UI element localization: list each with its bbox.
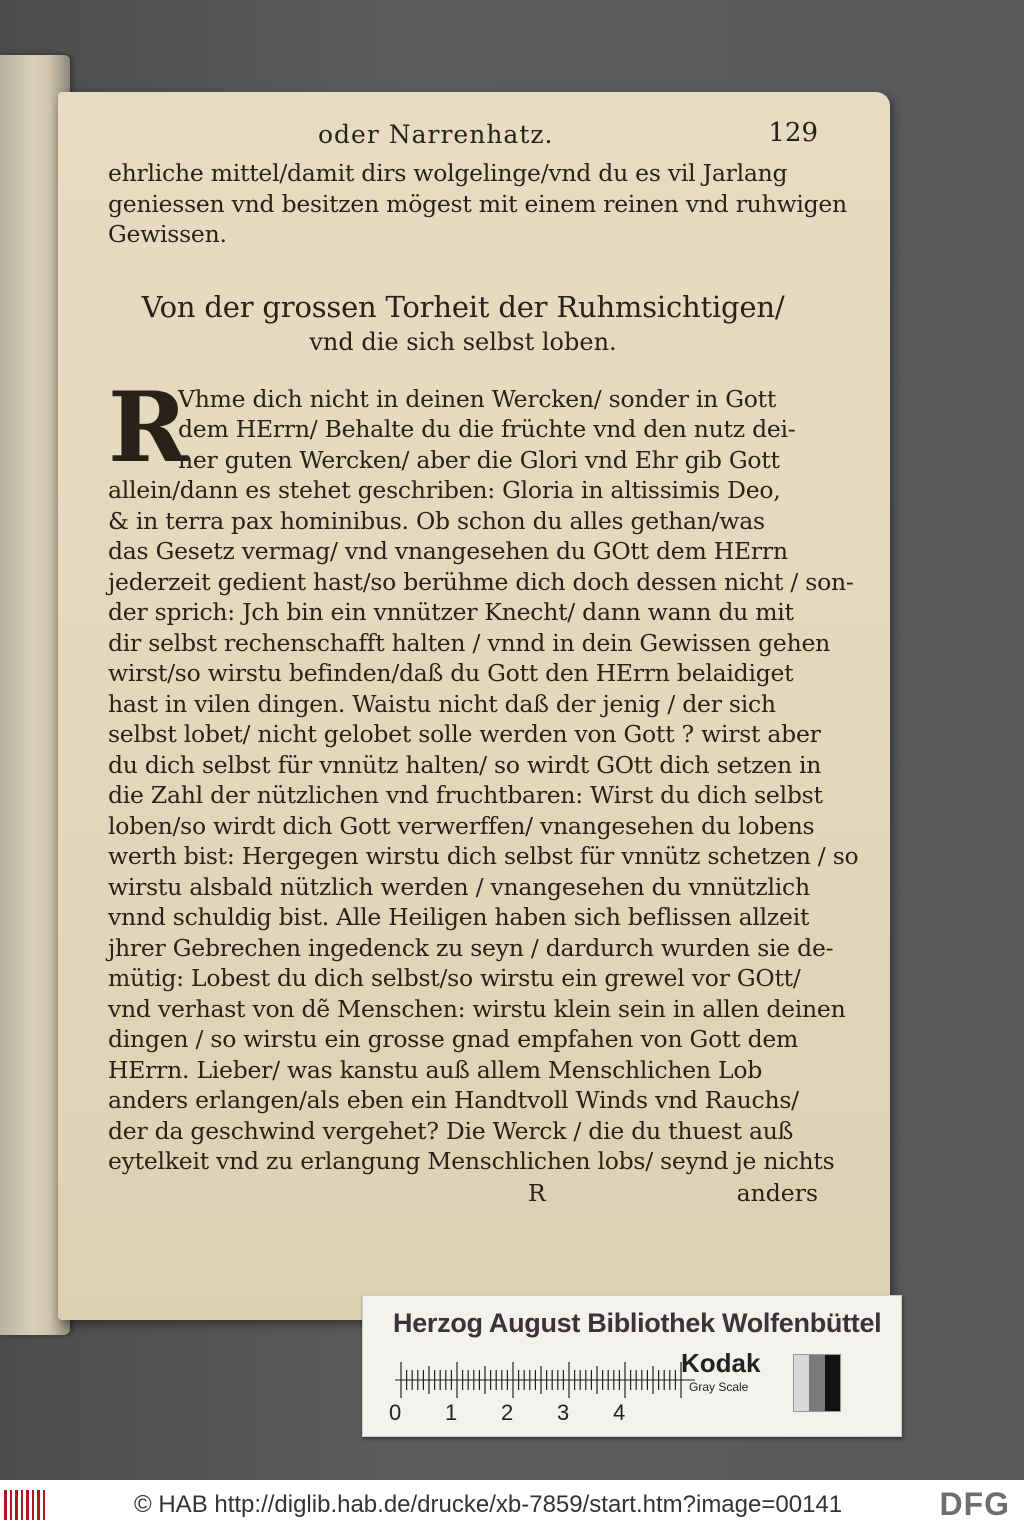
text-line: & in terra pax hominibus. Ob schon du alles gethan/was [108,506,765,535]
ruler-number: 4 [613,1400,626,1425]
book-page [58,92,890,1320]
text-line: die Zahl der nützlichen vnd fruchtbaren: Wirst du dich selbst [108,781,823,809]
text-line: der sprich: Jch bin ein vnnützer Knecht/ dann wann du mit [108,598,794,626]
page-text-area [108,114,859,1209]
footer [0,1480,1024,1528]
signature-mark: R [528,1178,546,1207]
text-line: allein/dann es stehet geschriben: Gloria in altissimis Deo, [108,476,781,504]
text-line: der da geschwind vergehet? Die Werck / die du thuest auß [108,1116,794,1145]
library-name: Herzog August Bibliothek Wolfenbüttel [393,1308,882,1338]
text-line: dir selbst rechenschafft halten / vnnd in dein Gewissen gehen [108,628,830,657]
text-line: hast in vilen dingen. Waistu nicht daß der jenig / der sich [108,689,776,718]
top-paragraph [108,158,847,250]
drop-cap: R [108,370,188,484]
heading-line-1: Von der grossen Torheit der Ruhmsichtigen/ [141,289,785,324]
text-line: selbst lobet/ nicht gelobet solle werden von Gott ? wirst aber [108,720,821,748]
text-line: ehrliche mittel/damit dirs wolgelinge/vnd du es vil Jarlang [108,159,788,187]
text-line: du dich selbst für vnnütz halten/ so wirdt GOtt dich setzen in [108,750,822,779]
ruler-number: 3 [557,1400,570,1425]
ruler-number: 1 [445,1400,458,1425]
text-line: wirst/so wirstu befinden/daß du Gott den HErrn belaidiget [108,659,794,687]
copyright-link[interactable]: © HAB http://diglib.hab.de/drucke/xb-7859/start.htm?image=00141 [134,1491,843,1518]
gray-swatch [825,1355,840,1411]
body-lines [108,475,859,1177]
text-line: anders erlangen/als eben ein Handtvoll Winds vnd Rauchs/ [108,1086,799,1114]
kodak-logo: Kodak [681,1348,761,1378]
text-line: wirstu alsbald nützlich werden / vnangesehen du vnnützlich [108,872,810,901]
barcode-icon [4,1490,48,1520]
text-line: das Gesetz vermag/ vnd vnangesehen du GOtt dem HErrn [108,537,788,565]
text-line: geniessen vnd besitzen mögest mit einem reinen vnd ruhwigen [108,189,847,218]
gray-swatches [793,1354,841,1412]
text-line: vnnd schuldig bist. Alle Heiligen haben sich beflissen allzeit [108,903,810,931]
heading-line-2: vnd die sich selbst loben. [309,327,617,356]
dfg-logo: DFG [939,1486,1010,1522]
section-heading [108,288,818,358]
catchword: anders [736,1178,818,1207]
page-number: 129 [768,118,818,148]
text-line: eytelkeit vnd zu erlangung Menschlichen lobs/ seynd je nichts [108,1147,835,1175]
running-head [108,114,818,158]
ruler-numbers [389,1400,719,1426]
text-line: dem HErrn/ Behalte du die früchte vnd den nutz dei- [178,415,796,443]
text-line: jhrer Gebrechen ingedenck zu seyn / dardurch wurden sie de- [108,933,834,962]
catchword-line [108,1177,818,1209]
gray-scale-label: Gray Scale [689,1380,749,1394]
text-line: ner guten Wercken/ aber die Glori vnd Ehr gib Gott [178,445,780,474]
text-line: Vhme dich nicht in deinen Wercken/ sonder in Gott [178,384,777,413]
gray-swatch [794,1355,809,1411]
running-head-title: oder Narrenhatz. [318,120,554,149]
body-paragraph [108,370,859,1209]
text-line: jederzeit gedient hast/so berühme dich doch dessen nicht / son- [108,567,854,596]
text-line: mütig: Lobest du dich selbst/so wirstu ein grewel vor GOtt/ [108,964,801,992]
text-line: vnd verhast von dẽ Menschen: wirstu klein sein in allen deinen [108,994,846,1023]
text-line: Gewissen. [108,220,227,248]
ruler-number: 2 [501,1400,514,1425]
text-line: werth bist: Hergegen wirstu dich selbst für vnnütz schetzen / so [108,842,859,870]
gray-swatch [809,1355,824,1411]
text-line: HErrn. Lieber/ was kanstu auß allem Menschlichen Lob [108,1055,763,1084]
ruler-number: 0 [389,1400,402,1425]
text-line: loben/so wirdt dich Gott verwerffen/ vnangesehen du lobens [108,811,815,840]
color-bar-card [362,1295,902,1437]
text-line: dingen / so wirstu ein grosse gnad empfahen von Gott dem [108,1025,799,1053]
ruler-scale [395,1360,695,1400]
